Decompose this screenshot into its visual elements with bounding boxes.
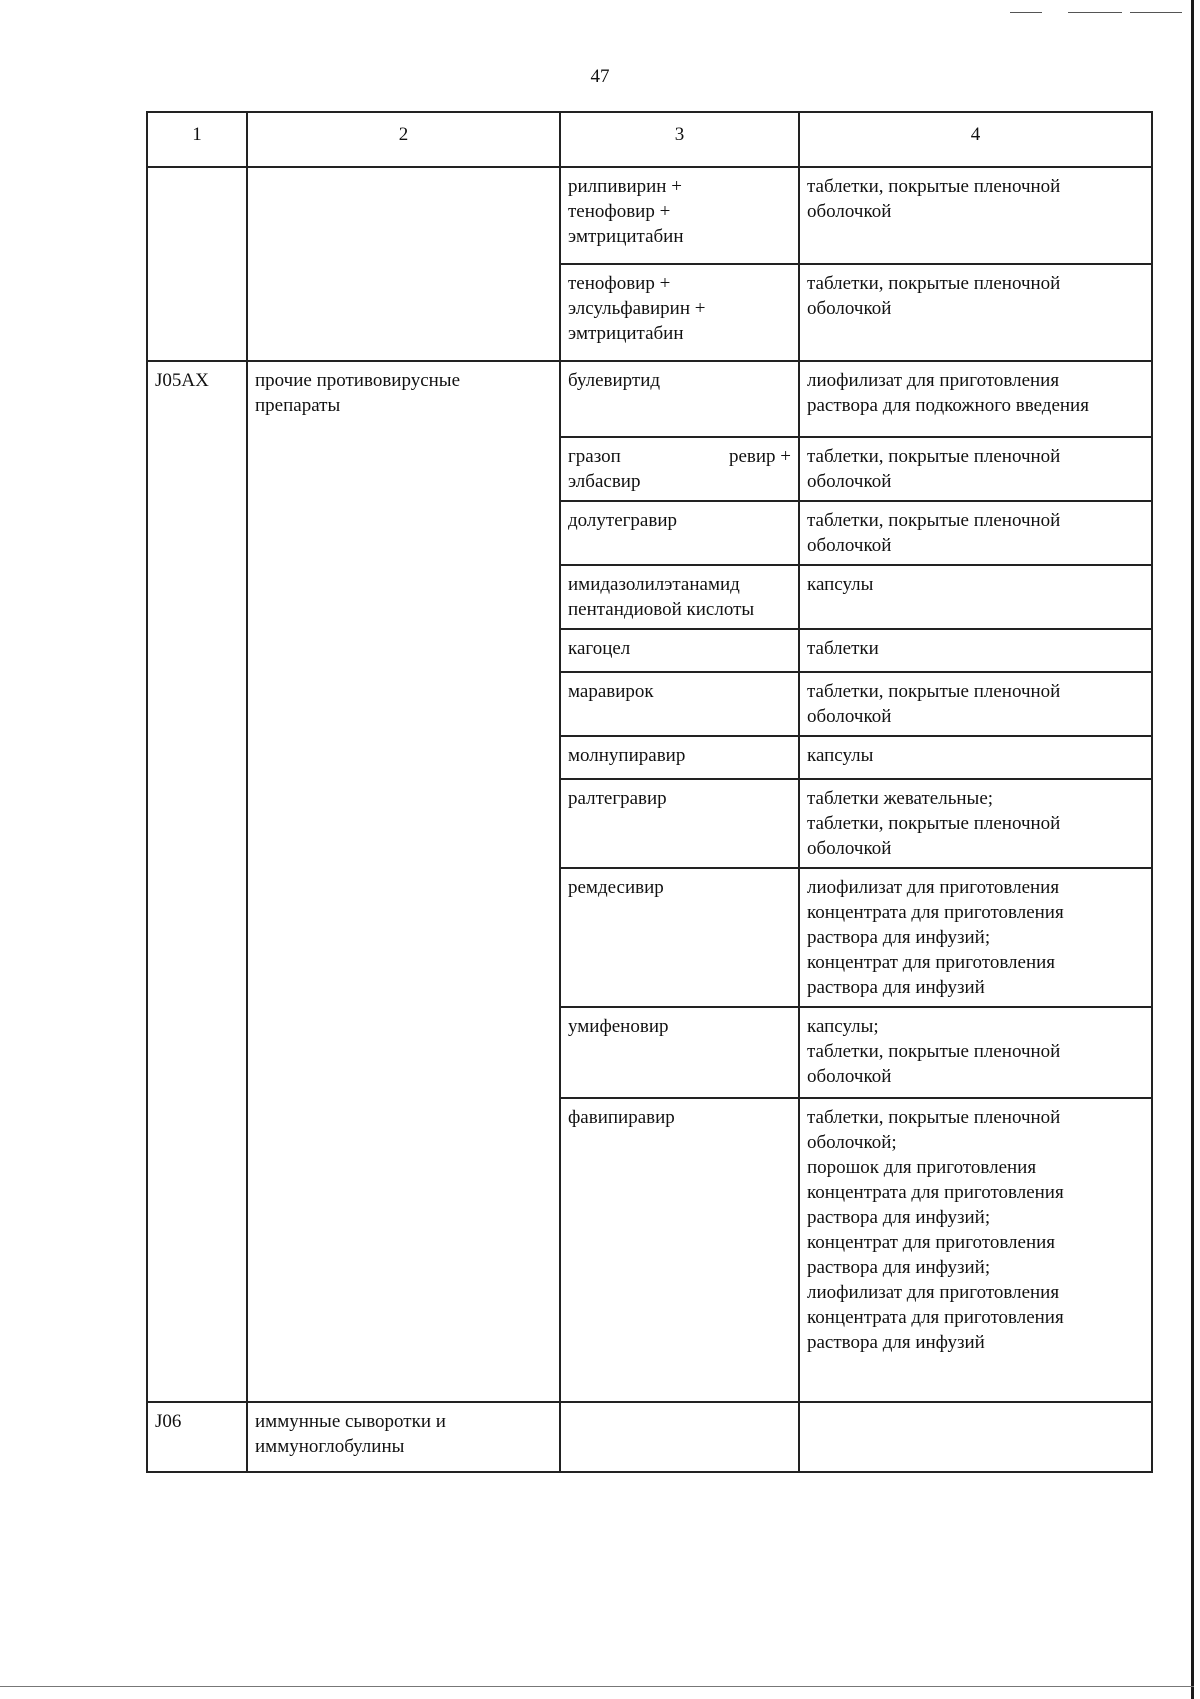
- atc-code-cell: [147, 167, 247, 361]
- atc-code-cell: J06: [147, 1402, 247, 1472]
- drug-name-cell: ралтегравир: [560, 779, 799, 868]
- drug-name-cell: тенофовир + элсульфавирин + эмтрицитабин: [560, 264, 799, 361]
- dosage-form-cell: таблетки, покрытые пленочной оболочкой: [799, 264, 1152, 361]
- scan-mark: [1068, 12, 1122, 13]
- drug-name-cell: [560, 437, 799, 501]
- dosage-form-cell: лиофилизат для приготовления раствора для подкожного введения: [799, 361, 1152, 437]
- drug-name-cell: кагоцел: [560, 629, 799, 672]
- dosage-form-cell: таблетки, покрытые пленочной оболочкой: [799, 501, 1152, 565]
- drug-name-line: [568, 444, 791, 469]
- scan-mark: [1010, 12, 1042, 13]
- column-header: 4: [799, 112, 1152, 167]
- drug-name-cell: имидазолилэтанамид пентандиовой кислоты: [560, 565, 799, 629]
- scan-page-edge: [1191, 0, 1194, 1699]
- drug-name-cell: булевиртид: [560, 361, 799, 437]
- dosage-form-cell: капсулы: [799, 565, 1152, 629]
- drug-name-fragment: гразоп: [568, 446, 621, 467]
- dosage-form-cell: капсулы: [799, 736, 1152, 779]
- group-name-cell: иммунные сыворотки и иммуноглобулины: [247, 1402, 560, 1472]
- group-name-cell: прочие противовирусные препараты: [247, 361, 560, 1402]
- page-number: 47: [590, 66, 610, 87]
- drug-name-cell: маравирок: [560, 672, 799, 736]
- dosage-form-cell: таблетки, покрытые пленочной оболочкой; порошок для приготовления концентрата для приготовления раствора для инфузий; концентрат для приготовления раствора для инфузий; лиофилизат для приготовления концентрата для приготовления раствора для инфузий: [799, 1098, 1152, 1402]
- drug-name-cell: [560, 1402, 799, 1472]
- dosage-form-cell: лиофилизат для приготовления концентрата для приготовления раствора для инфузий; концентрат для приготовления раствора для инфузий: [799, 868, 1152, 1007]
- column-header: 3: [560, 112, 799, 167]
- dosage-form-cell: таблетки, покрытые пленочной оболочкой: [799, 167, 1152, 264]
- dosage-form-cell: [799, 1402, 1152, 1472]
- column-header: 2: [247, 112, 560, 167]
- table-row: [147, 1402, 1152, 1472]
- dosage-form-cell: таблетки: [799, 629, 1152, 672]
- dosage-form-cell: таблетки, покрытые пленочной оболочкой: [799, 437, 1152, 501]
- scan-bottom-line: [0, 1686, 1194, 1687]
- drug-name-cell: долутегравир: [560, 501, 799, 565]
- drug-name-cell: ремдесивир: [560, 868, 799, 1007]
- drug-name-cell: умифеновир: [560, 1007, 799, 1098]
- group-name-cell: [247, 167, 560, 361]
- column-header: 1: [147, 112, 247, 167]
- dosage-form-cell: капсулы; таблетки, покрытые пленочной оболочкой: [799, 1007, 1152, 1098]
- atc-code-cell: J05AX: [147, 361, 247, 1402]
- drug-name-fragment: ревир +: [728, 446, 791, 467]
- drug-name-cell: молнупиравир: [560, 736, 799, 779]
- table-header-row: [147, 112, 1152, 167]
- drug-name-cell: фавипиравир: [560, 1098, 799, 1402]
- dosage-form-cell: таблетки, покрытые пленочной оболочкой: [799, 672, 1152, 736]
- drug-table: [146, 111, 1153, 1473]
- table-row: [147, 167, 1152, 264]
- table-row: [147, 361, 1152, 437]
- table-body: [147, 167, 1152, 1472]
- scan-mark: [1130, 12, 1182, 13]
- drug-name-line: элбасвир: [568, 471, 641, 492]
- drug-name-cell: рилпивирин + тенофовир + эмтрицитабин: [560, 167, 799, 264]
- dosage-form-cell: таблетки жевательные; таблетки, покрытые пленочной оболочкой: [799, 779, 1152, 868]
